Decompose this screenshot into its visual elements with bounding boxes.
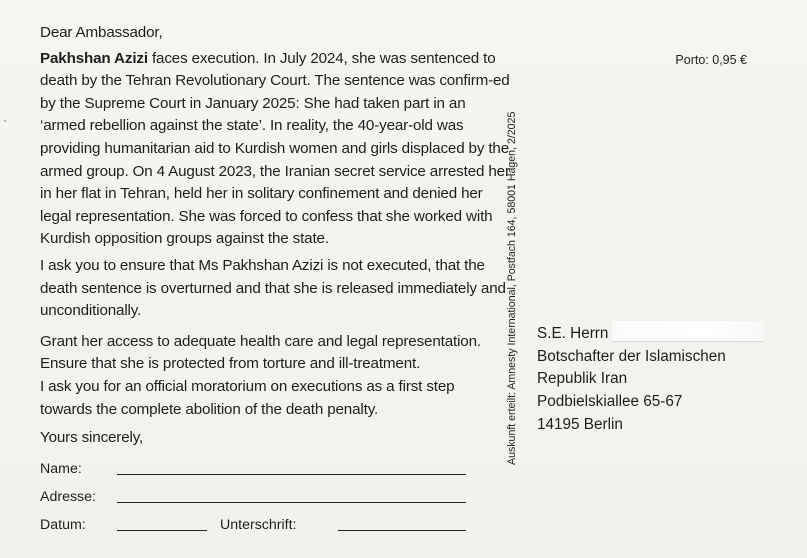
recipient-title: S.E. Herrn bbox=[537, 325, 609, 342]
case-summary-text: faces execution. In July 2024, she was sentenced to death by the Tehran Revolutionary Court. The sentence was confirm-ed by the Supreme Court in January 2025: She had taken part in an ‘armed rebellion against the state’. In reality, the 40-year-old was providing humanitarian aid to Kurdish women and girls displaced by the armed group. On 4 August 2023, the Iranian secret service arrested her in her flat in Tehran, held her in solitary confinement and denied her legal representation. She was forced to confess that she worked with Kurdish opposition groups against the state. bbox=[40, 49, 510, 248]
postage-label: Porto: 0,95 € bbox=[675, 53, 747, 67]
paragraph-case-summary bbox=[40, 48, 510, 251]
redaction-box bbox=[612, 321, 764, 342]
prisoner-name: Pakhshan Azizi bbox=[40, 49, 148, 67]
recipient-line-5: 14195 Berlin bbox=[537, 415, 623, 433]
demand-moratorium: I ask you for an official moratorium on executions as a first step towards the complete abolition of the death penalty. bbox=[40, 377, 455, 418]
closing: Yours sincerely, bbox=[40, 429, 144, 447]
recipient-line-4: Podbielskiallee 65-67 bbox=[537, 393, 683, 411]
date-field-line[interactable] bbox=[117, 530, 207, 531]
letter-body bbox=[40, 22, 510, 454]
demand-protection: Ensure that she is protected from torture and ill-treatment. bbox=[40, 355, 421, 373]
recipient-address bbox=[537, 321, 764, 437]
demand-health-care: Grant her access to adequate health care and legal representation. bbox=[40, 332, 481, 350]
sender-credit-vertical: Auskunft erteilt: Amnesty International, Postfach 164, 58001 Hagen, 2/2025 bbox=[506, 111, 518, 465]
recipient-line-2: Botschafter der Islamischen bbox=[537, 347, 726, 365]
name-field-line[interactable] bbox=[117, 474, 466, 475]
signature-label: Unterschrift: bbox=[220, 517, 297, 533]
recipient-line-1 bbox=[537, 321, 764, 346]
address-field-line[interactable] bbox=[117, 502, 466, 503]
date-label: Datum: bbox=[40, 517, 86, 533]
paragraph-demands bbox=[40, 331, 510, 421]
paragraph-appeal: I ask you to ensure that Ms Pakhshan Azizi is not executed, that the death sentence is overturned and that she is released immediately and unconditionally. bbox=[40, 256, 506, 320]
address-label: Adresse: bbox=[40, 489, 96, 505]
name-label: Name: bbox=[40, 461, 82, 477]
recipient-line-3: Republik Iran bbox=[537, 370, 628, 388]
scan-speck bbox=[4, 120, 6, 122]
signature-field-line[interactable] bbox=[338, 530, 466, 531]
salutation: Dear Ambassador, bbox=[40, 24, 163, 41]
